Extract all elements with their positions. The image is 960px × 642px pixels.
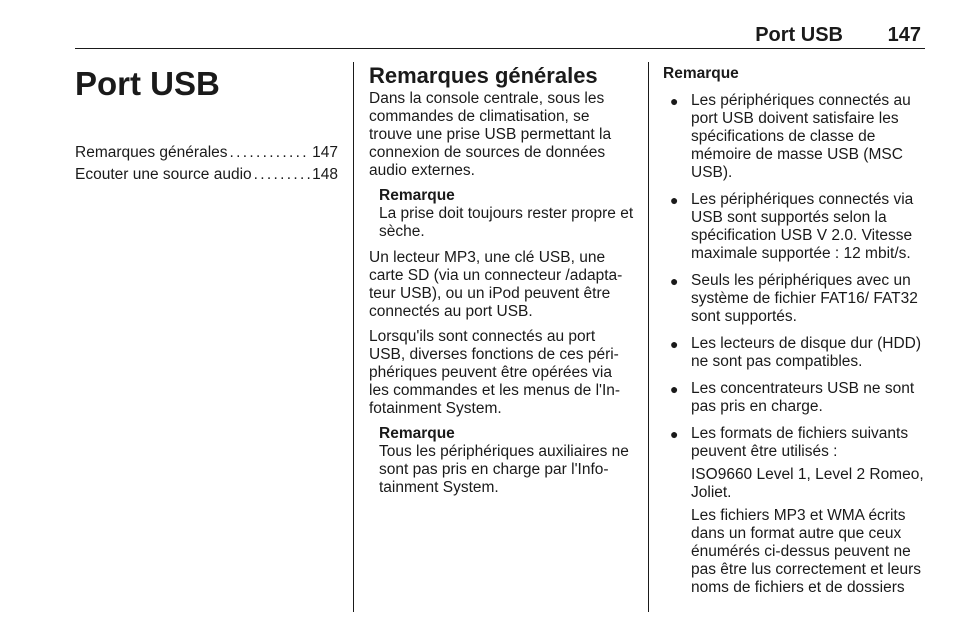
page-header	[75, 22, 925, 49]
bullet-icon: ●	[670, 381, 679, 397]
bullet-icon: ●	[670, 93, 679, 109]
toc-leader-dots	[230, 142, 311, 164]
functions-paragraph: Lorsqu'ils sont connectés au port USB, diverses fonctions de ces périphériques peuvent être opérées via les commandes et les menus de l'Infotainment System.	[369, 328, 621, 417]
toc-entry-label: Remarques générales	[75, 144, 228, 161]
bullet-text: Les concentrateurs USB ne sont pas pris en charge.	[691, 380, 915, 415]
bullet-item	[663, 191, 925, 263]
toc-entry[interactable]	[75, 142, 338, 164]
intro-paragraph: Dans la console centrale, sous les commandes de climatisation, se trouve une prise USB permettant la connexion de sources de données audio externes.	[369, 90, 612, 179]
table-of-contents	[75, 142, 338, 186]
bullet-item	[663, 425, 925, 597]
devices-paragraph: Un lecteur MP3, une clé USB, une carte SD (via un connecteur /adaptateur USB), ou un iPod peuvent être connectés au port USB.	[369, 249, 623, 320]
remarks-column	[663, 62, 925, 606]
bullet-item	[663, 380, 925, 416]
note-label: Remarque	[379, 425, 455, 442]
toc-entry-page: 148	[312, 166, 338, 183]
toc-entry[interactable]	[75, 164, 338, 186]
general-remarks-column	[369, 62, 634, 505]
note-title: Remarque	[663, 65, 739, 82]
column-divider	[353, 62, 354, 612]
bullet-subtext: Les fichiers MP3 et WMA écrits dans un format autre que ceux énumérés ci-dessus peuvent ne pas être lus correctement et leurs noms de fichiers et de dossiers	[691, 507, 922, 596]
bullet-icon: ●	[670, 192, 679, 208]
bullet-item	[663, 92, 925, 182]
section-heading: Remarques générales	[369, 63, 598, 88]
bullet-icon: ●	[670, 273, 679, 289]
bullet-text: Les périphériques connectés via USB sont supportés selon la spécification USB V 2.0. Vitesse maximale supportée : 12 mbit/s.	[691, 191, 914, 262]
bullet-text: Les formats de fichiers suivants peuvent être utilisés :	[691, 425, 909, 460]
note-text: Tous les périphériques auxiliaires ne sont pas pris en charge par l'Infotainment System.	[379, 443, 629, 496]
bullet-text: Seuls les périphériques avec un système de fichier FAT16/ FAT32 sont supportés.	[691, 272, 918, 325]
bullet-subtext: ISO9660 Level 1, Level 2 Romeo, Joliet.	[691, 466, 924, 501]
column-divider	[648, 62, 649, 612]
bullet-text: Les périphériques connectés au port USB doivent satisfaire les spécifications de classe de mémoire de masse USB (MSC USB).	[691, 92, 911, 181]
toc-leader-dots	[254, 164, 310, 186]
bullet-icon: ●	[670, 336, 679, 352]
note-block	[379, 425, 634, 497]
chapter-title: Port USB	[75, 65, 220, 102]
note-label: Remarque	[379, 187, 455, 204]
bullet-icon: ●	[670, 426, 679, 442]
toc-entry-label: Ecouter une source audio	[75, 166, 252, 183]
toc-entry-page: 147	[312, 144, 338, 161]
bullet-item	[663, 272, 925, 326]
running-header-title: Port USB	[755, 24, 843, 46]
chapter-column	[75, 62, 338, 186]
bullet-item	[663, 335, 925, 371]
page-number: 147	[887, 24, 921, 46]
note-text: La prise doit toujours rester propre et sèche.	[379, 205, 634, 240]
note-block	[379, 187, 634, 241]
bullet-text: Les lecteurs de disque dur (HDD) ne sont pas compatibles.	[691, 335, 922, 370]
